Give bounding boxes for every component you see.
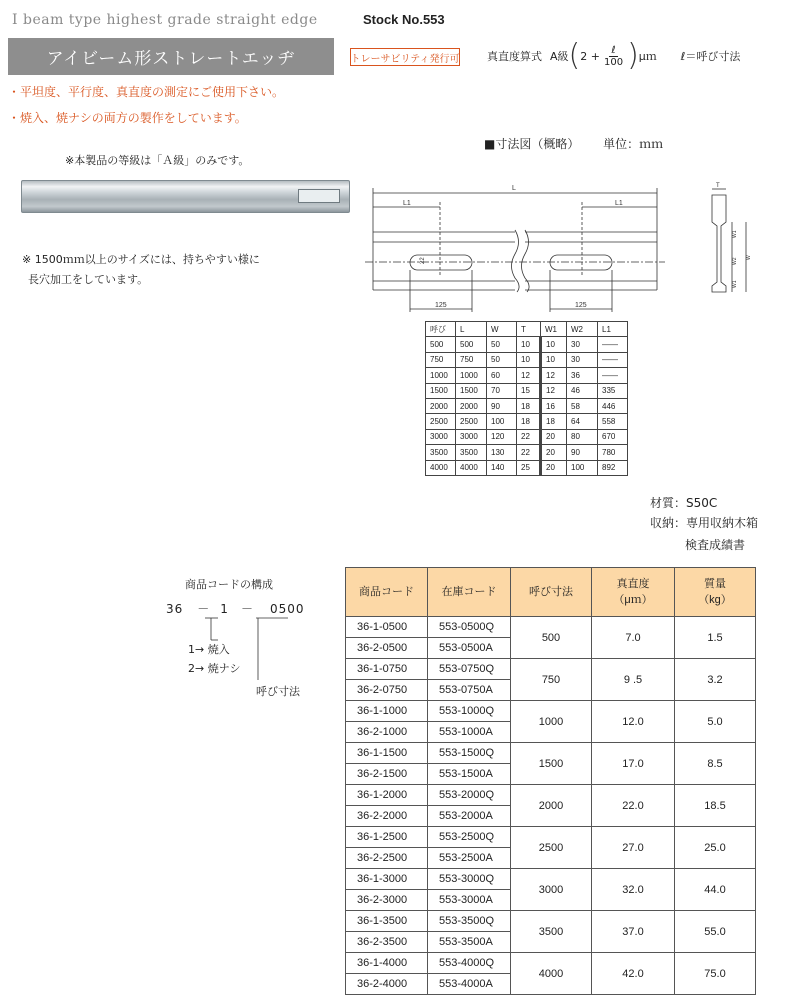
dim-table-cell: 58 xyxy=(567,398,598,413)
straightness-value: 7.0 xyxy=(592,617,675,659)
dim-table-cell: 2000 xyxy=(426,398,456,413)
straightness-value: 42.0 xyxy=(592,953,675,995)
dim-table-cell: 22 xyxy=(517,445,541,460)
label-W1-top: W1 xyxy=(732,230,738,238)
dim-table-cell: 500 xyxy=(456,337,487,352)
formula-numerator: ℓ xyxy=(611,44,616,56)
straightness-value: 12.0 xyxy=(592,701,675,743)
dim-table-header xyxy=(426,322,628,337)
stock-code: 553-1000A xyxy=(428,722,511,743)
dim-table-cell: 90 xyxy=(567,445,598,460)
nominal-size: 750 xyxy=(511,659,592,701)
dimension-drawing-title xyxy=(484,135,683,152)
dim-table-cell: 558 xyxy=(598,414,628,429)
product-photo-label xyxy=(298,189,340,203)
dim-table-cell: 20 xyxy=(541,460,567,475)
dim-table-cell: 1000 xyxy=(426,368,456,383)
usage-note: ・平坦度、平行度、真直度の測定にご使用下さい。 xyxy=(8,85,285,99)
label-125-right: 125 xyxy=(575,302,587,309)
nominal-size: 3000 xyxy=(511,869,592,911)
dim-table-cell: 670 xyxy=(598,429,628,444)
dim-table-cell: 22 xyxy=(517,429,541,444)
stock-code: 553-2500A xyxy=(428,848,511,869)
nominal-size: 1500 xyxy=(511,743,592,785)
code-part-series: 36 xyxy=(166,602,184,616)
header-straightness xyxy=(592,568,675,617)
slot-right xyxy=(550,255,612,270)
dim-table-cell: 100 xyxy=(567,460,598,475)
dim-table-row xyxy=(426,414,628,429)
dim-table-cell: 12 xyxy=(517,368,541,383)
dim-table-row xyxy=(426,429,628,444)
dim-table-cell: 46 xyxy=(567,383,598,398)
dim-table-cell: 30 xyxy=(567,352,598,367)
dim-table-cell: 100 xyxy=(487,414,517,429)
stock-code: 553-3500Q xyxy=(428,911,511,932)
dim-table-cell: 80 xyxy=(567,429,598,444)
label-L1-left: L1 xyxy=(403,200,411,207)
product-code: 36-1-3000 xyxy=(346,869,428,890)
nominal-size: 1000 xyxy=(511,701,592,743)
dim-table-cell: 64 xyxy=(567,414,598,429)
product-code: 36-2-2500 xyxy=(346,848,428,869)
dim-table-cell: 10 xyxy=(541,352,567,367)
dim-table-cell: 1000 xyxy=(456,368,487,383)
formula-ell-definition: ℓ＝呼び寸法 xyxy=(680,50,741,63)
product-code: 36-2-2000 xyxy=(346,806,428,827)
dim-table-cell: 30 xyxy=(567,337,598,352)
dim-table-cell: 20 xyxy=(541,429,567,444)
dim-table-cell: 10 xyxy=(541,337,567,352)
break-mark-left xyxy=(512,230,520,292)
header-nominal-size: 呼び寸法 xyxy=(511,568,592,617)
dim-table-cell: 892 xyxy=(598,460,628,475)
dim-header-L: L xyxy=(456,322,487,337)
dim-table-cell: 4000 xyxy=(456,460,487,475)
product-code: 36-1-0750 xyxy=(346,659,428,680)
dim-table-cell: 780 xyxy=(598,445,628,460)
code-structure-bracket xyxy=(160,612,310,692)
label-W2: W2 xyxy=(732,257,738,265)
stock-code: 553-3000A xyxy=(428,890,511,911)
formula-label: 真直度算式 xyxy=(487,50,542,63)
stock-code: 553-0500A xyxy=(428,638,511,659)
dim-table-row xyxy=(426,383,628,398)
product-code: 36-2-3500 xyxy=(346,932,428,953)
dim-table-cell: 18 xyxy=(517,398,541,413)
dim-table-row xyxy=(426,368,628,383)
label-W: W xyxy=(746,255,752,260)
formula-denominator: 100 xyxy=(603,56,624,68)
dim-header-W: W xyxy=(487,322,517,337)
dim-table-row xyxy=(426,352,628,367)
product-code: 36-1-1500 xyxy=(346,743,428,764)
header-straightness-unit: （μｍ） xyxy=(613,594,653,606)
product-code: 36-1-3500 xyxy=(346,911,428,932)
mass-value: 1.5 xyxy=(675,617,756,659)
dim-table-cell: 446 xyxy=(598,398,628,413)
label-125-left: 125 xyxy=(435,302,447,309)
dim-table-row xyxy=(426,445,628,460)
header-straightness-label: 真直度 xyxy=(616,578,650,590)
dim-table-cell: 18 xyxy=(517,414,541,429)
product-code: 36-1-0500 xyxy=(346,617,428,638)
dimension-table xyxy=(425,321,628,476)
dim-table-cell: 15 xyxy=(517,383,541,398)
nominal-size: 2500 xyxy=(511,827,592,869)
spec-certificate: 検査成績書 xyxy=(685,538,746,552)
straightness-value: 17.0 xyxy=(592,743,675,785)
code-size-label: 呼び寸法 xyxy=(256,685,300,698)
drawing-unit: 単位：ｍｍ xyxy=(603,137,664,151)
product-code: 36-2-0750 xyxy=(346,680,428,701)
product-code: 36-1-4000 xyxy=(346,953,428,974)
formula-paren-open: ( xyxy=(568,38,581,73)
stock-number: Stock No.553 xyxy=(363,12,445,27)
dim-table-cell: 18 xyxy=(541,414,567,429)
grade-note: ※本製品の等級は「Ａ級」のみです。 xyxy=(65,154,250,167)
dim-table-cell: 750 xyxy=(456,352,487,367)
straightness-value: 22.0 xyxy=(592,785,675,827)
dim-header-T: T xyxy=(517,322,541,337)
product-code: 36-2-1500 xyxy=(346,764,428,785)
stock-code: 553-1500Q xyxy=(428,743,511,764)
dim-table-cell: 3000 xyxy=(426,429,456,444)
product-row-hardened xyxy=(346,869,756,890)
label-T: T xyxy=(716,183,720,189)
cross-section xyxy=(712,195,726,292)
traceability-badge: トレーサビリティ発行可 xyxy=(350,48,460,66)
dim-table-cell: 130 xyxy=(487,445,517,460)
product-code: 36-2-4000 xyxy=(346,974,428,995)
product-code: 36-1-1000 xyxy=(346,701,428,722)
label-slot-22: 22 xyxy=(420,257,426,264)
dim-table-cell: 3500 xyxy=(426,445,456,460)
product-code: 36-1-2000 xyxy=(346,785,428,806)
product-row-hardened xyxy=(346,827,756,848)
straightness-value: 9 .5 xyxy=(592,659,675,701)
stock-code: 553-2000Q xyxy=(428,785,511,806)
mass-value: 75.0 xyxy=(675,953,756,995)
straightness-value: 27.0 xyxy=(592,827,675,869)
nominal-size: 2000 xyxy=(511,785,592,827)
manufacture-note: ・焼入、焼ナシの両方の製作をしています。 xyxy=(8,111,247,125)
product-table xyxy=(345,567,756,995)
product-code: 36-1-2500 xyxy=(346,827,428,848)
label-L: L xyxy=(512,185,516,192)
stock-code: 553-4000A xyxy=(428,974,511,995)
header-mass xyxy=(675,568,756,617)
dim-table-cell: 36 xyxy=(567,368,598,383)
long-note-line-2: 長穴加工をしています。 xyxy=(28,273,149,286)
dim-table-cell: 90 xyxy=(487,398,517,413)
label-L1-right: L1 xyxy=(615,200,623,207)
english-subtitle: I beam type highest grade straight edge xyxy=(12,12,318,28)
code-dash-2: － xyxy=(240,602,254,616)
nominal-size: 500 xyxy=(511,617,592,659)
formula-grade: A級 xyxy=(550,50,569,63)
stock-code: 553-2000A xyxy=(428,806,511,827)
mass-value: 25.0 xyxy=(675,827,756,869)
dim-table-cell: 3000 xyxy=(456,429,487,444)
header-product-code: 商品コード xyxy=(346,568,428,617)
stock-code: 553-3500A xyxy=(428,932,511,953)
long-size-note xyxy=(22,250,260,290)
dim-table-cell: 25 xyxy=(517,460,541,475)
formula-fraction xyxy=(604,45,623,68)
dim-table-cell: 2000 xyxy=(456,398,487,413)
dim-table-cell: 1500 xyxy=(456,383,487,398)
header-stock-code: 在庫コード xyxy=(428,568,511,617)
dim-table-row xyxy=(426,398,628,413)
dim-header-W2: W2 xyxy=(567,322,598,337)
mass-value: 8.5 xyxy=(675,743,756,785)
long-note-line-1: ※ 1500ｍｍ以上のサイズには、持ちやすい様に xyxy=(22,253,260,266)
stock-code: 553-0500Q xyxy=(428,617,511,638)
dim-table-row xyxy=(426,460,628,475)
code-structure-title: 商品コードの構成 xyxy=(185,578,273,591)
break-mark-right xyxy=(522,230,530,292)
product-code: 36-2-0500 xyxy=(346,638,428,659)
stock-code: 553-4000Q xyxy=(428,953,511,974)
mass-value: 5.0 xyxy=(675,701,756,743)
dim-table-cell: 120 xyxy=(487,429,517,444)
stock-code: 553-2500Q xyxy=(428,827,511,848)
code-part-treatment: 1 xyxy=(220,602,229,616)
dim-table-cell: 50 xyxy=(487,352,517,367)
drawing-title: ■寸法図（概略） xyxy=(484,137,580,151)
spec-material: 材質：S50C xyxy=(650,496,718,510)
code-part-size: 0500 xyxy=(269,602,305,616)
mass-value: 44.0 xyxy=(675,869,756,911)
stock-code: 553-0750Q xyxy=(428,659,511,680)
stock-code: 553-0750A xyxy=(428,680,511,701)
product-table-header xyxy=(346,568,756,617)
dim-table-cell: 2500 xyxy=(456,414,487,429)
code-dash-1: － xyxy=(197,602,211,616)
formula-paren-close: ) xyxy=(627,38,639,73)
dim-table-cell: 140 xyxy=(487,460,517,475)
dim-table-cell: 50 xyxy=(487,337,517,352)
code-option-annealed: 2→ 焼ナシ xyxy=(188,662,241,675)
dim-table-cell: 12 xyxy=(541,368,567,383)
dim-table-cell: 2500 xyxy=(426,414,456,429)
code-option-hardened: 1→ 焼入 xyxy=(188,643,230,656)
formula-unit: μｍ xyxy=(638,50,657,63)
nominal-size: 4000 xyxy=(511,953,592,995)
product-row-hardened xyxy=(346,701,756,722)
straightness-formula xyxy=(487,38,740,74)
dim-table-cell: 20 xyxy=(541,445,567,460)
stock-code: 553-1500A xyxy=(428,764,511,785)
dim-table-cell: 3500 xyxy=(456,445,487,460)
product-code: 36-2-3000 xyxy=(346,890,428,911)
product-row-hardened xyxy=(346,953,756,974)
dim-table-cell: 750 xyxy=(426,352,456,367)
header-mass-label: 質量 xyxy=(704,578,726,590)
product-row-hardened xyxy=(346,617,756,638)
dim-header-L1: L1 xyxy=(598,322,628,337)
dim-table-cell: 60 xyxy=(487,368,517,383)
product-row-hardened xyxy=(346,743,756,764)
product-row-hardened xyxy=(346,785,756,806)
product-row-hardened xyxy=(346,659,756,680)
mass-value: 18.5 xyxy=(675,785,756,827)
page-title: アイビーム形ストレートエッヂ xyxy=(8,38,334,75)
product-code: 36-2-1000 xyxy=(346,722,428,743)
stock-code: 553-1000Q xyxy=(428,701,511,722)
mass-value: 3.2 xyxy=(675,659,756,701)
dim-table-row xyxy=(426,337,628,352)
dim-table-cell: 10 xyxy=(517,352,541,367)
dim-table-cell: 500 xyxy=(426,337,456,352)
dim-table-cell: ―― xyxy=(598,368,628,383)
stock-code: 553-3000Q xyxy=(428,869,511,890)
dim-table-cell: 70 xyxy=(487,383,517,398)
spec-storage: 収納：専用収納木箱 xyxy=(650,516,759,530)
product-row-hardened xyxy=(346,911,756,932)
dim-table-cell: 16 xyxy=(541,398,567,413)
dim-header-nominal: 呼び xyxy=(426,322,456,337)
dim-table-cell: ―― xyxy=(598,352,628,367)
dimension-drawing xyxy=(360,180,770,320)
formula-constant: 2 + xyxy=(580,49,600,63)
dim-header-W1: W1 xyxy=(541,322,567,337)
nominal-size: 3500 xyxy=(511,911,592,953)
dim-table-cell: 335 xyxy=(598,383,628,398)
straightness-value: 32.0 xyxy=(592,869,675,911)
dim-table-cell: 12 xyxy=(541,383,567,398)
dim-table-cell: 1500 xyxy=(426,383,456,398)
header-mass-unit: （kg） xyxy=(698,594,732,606)
label-W1-bottom: W1 xyxy=(732,280,738,288)
straightness-value: 37.0 xyxy=(592,911,675,953)
mass-value: 55.0 xyxy=(675,911,756,953)
dim-table-cell: 10 xyxy=(517,337,541,352)
dim-table-cell: 4000 xyxy=(426,460,456,475)
dim-table-cell: ―― xyxy=(598,337,628,352)
